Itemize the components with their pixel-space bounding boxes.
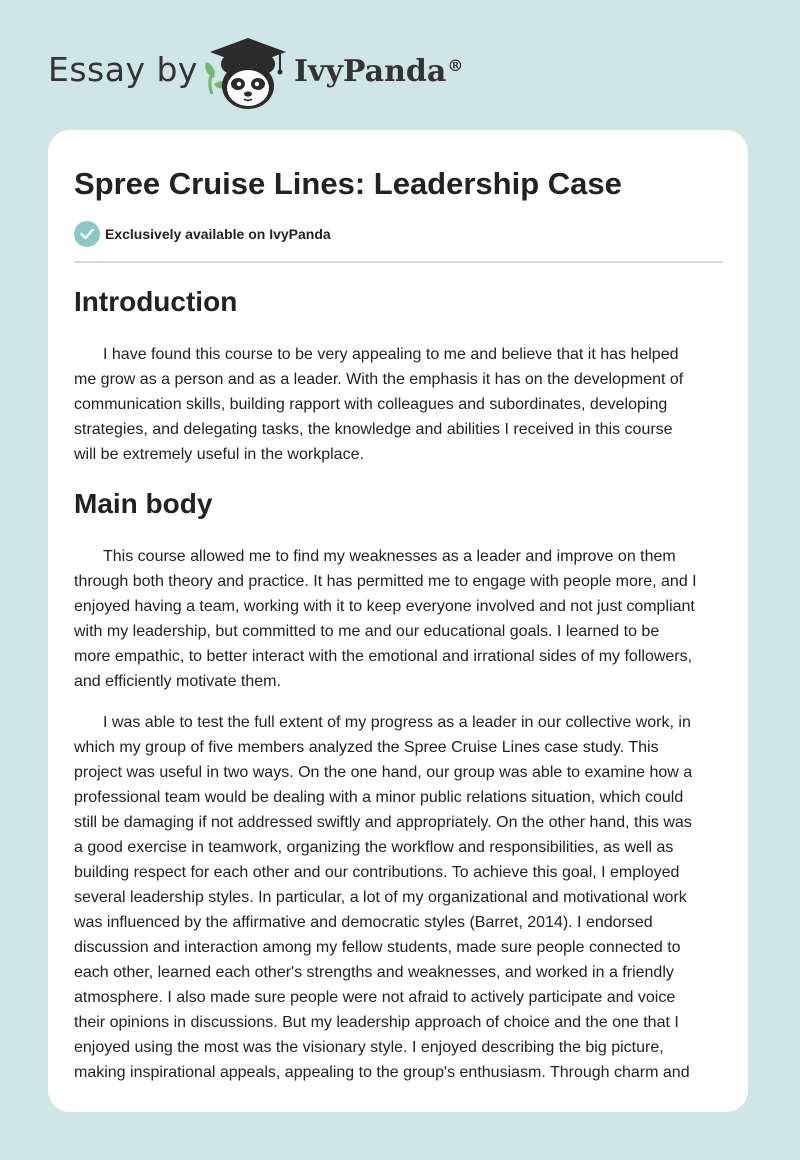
- essay-card: [48, 130, 748, 1112]
- paragraph: [74, 342, 724, 467]
- essay-title: Spree Cruise Lines: Leadership Case: [74, 166, 622, 201]
- paragraph: [74, 544, 724, 694]
- paragraph-line: several leadership styles. In particular, a lot of my organizational and motivational work: [74, 889, 687, 906]
- paragraph-line: still be damaging if not addressed swiftly and appropriately. On the other hand, this was: [74, 814, 692, 831]
- section-heading-main-body: Main body: [74, 488, 213, 519]
- paragraph: [74, 710, 724, 1085]
- paragraph-line: was influenced by the affirmative and democratic styles (Barret, 2014). I endorsed: [74, 914, 653, 931]
- registered-mark: ®: [447, 56, 464, 75]
- paragraph-line: project was useful in two ways. On the one hand, our group was able to examine how a: [74, 764, 693, 781]
- paragraph-line: more empathic, to better interact with the emotional and irrational sides of my followers,: [74, 648, 693, 665]
- panda-graduation-cap-icon[interactable]: [200, 34, 292, 112]
- paragraph-line: This course allowed me to find my weaknesses as a leader and improve on them: [103, 548, 676, 565]
- paragraph-line: with my leadership, but committed to me and our educational goals. I learned to be: [74, 623, 660, 640]
- paragraph-line: which my group of five members analyzed the Spree Cruise Lines case study. This: [74, 739, 659, 756]
- paragraph-line: professional team would be dealing with a minor public relations situation, which could: [74, 789, 684, 806]
- paragraph-line: atmosphere. I also made sure people were not afraid to actively participate and voice: [74, 989, 676, 1006]
- essay-by-label: Essay by: [48, 50, 198, 89]
- paragraph-line: will be extremely useful in the workplace.: [74, 446, 364, 463]
- exclusive-badge: [74, 221, 331, 247]
- paragraph-line: I was able to test the full extent of my progress as a leader in our collective work, in: [103, 714, 691, 731]
- paragraph-line: making inspirational appeals, appealing to the group's enthusiasm. Through charm and: [74, 1064, 690, 1081]
- paragraph-line: strategies, and delegating tasks, the knowledge and abilities I received in this course: [74, 421, 673, 438]
- site-header: [0, 0, 800, 130]
- divider: [74, 261, 723, 263]
- brand-name-text: IvyPanda: [294, 54, 447, 89]
- exclusive-badge-text: Exclusively available on IvyPanda: [105, 226, 331, 242]
- paragraph-line: and efficiently motivate them.: [74, 673, 281, 690]
- paragraph-line: discussion and interaction among my fellow students, made sure people connected to: [74, 939, 681, 956]
- paragraph-line: communication skills, building rapport with colleagues and subordinates, developing: [74, 396, 668, 413]
- paragraph-line: their opinions in discussions. But my leadership approach of choice and the one that I: [74, 1014, 679, 1031]
- paragraph-line: I have found this course to be very appealing to me and believe that it has helped: [103, 346, 679, 363]
- paragraph-line: each other, learned each other's strengths and weaknesses, and worked in a friendly: [74, 964, 674, 981]
- paragraph-line: building respect for each other and our contributions. To achieve this goal, I employed: [74, 864, 680, 881]
- brand-name[interactable]: [294, 52, 463, 92]
- section-heading-introduction: Introduction: [74, 286, 238, 317]
- paragraph-line: a good exercise in teamwork, organizing the workflow and responsibilities, as well as: [74, 839, 674, 856]
- check-circle-icon: [74, 221, 100, 247]
- paragraph-line: through both theory and practice. It has permitted me to engage with people more, and I: [74, 573, 697, 590]
- paragraph-line: enjoyed using the most was the visionary style. I enjoyed describing the big picture,: [74, 1039, 664, 1056]
- paragraph-line: enjoyed having a team, working with it to keep everyone involved and not just compliant: [74, 598, 695, 615]
- paragraph-line: me grow as a person and as a leader. With the emphasis it has on the development of: [74, 371, 684, 388]
